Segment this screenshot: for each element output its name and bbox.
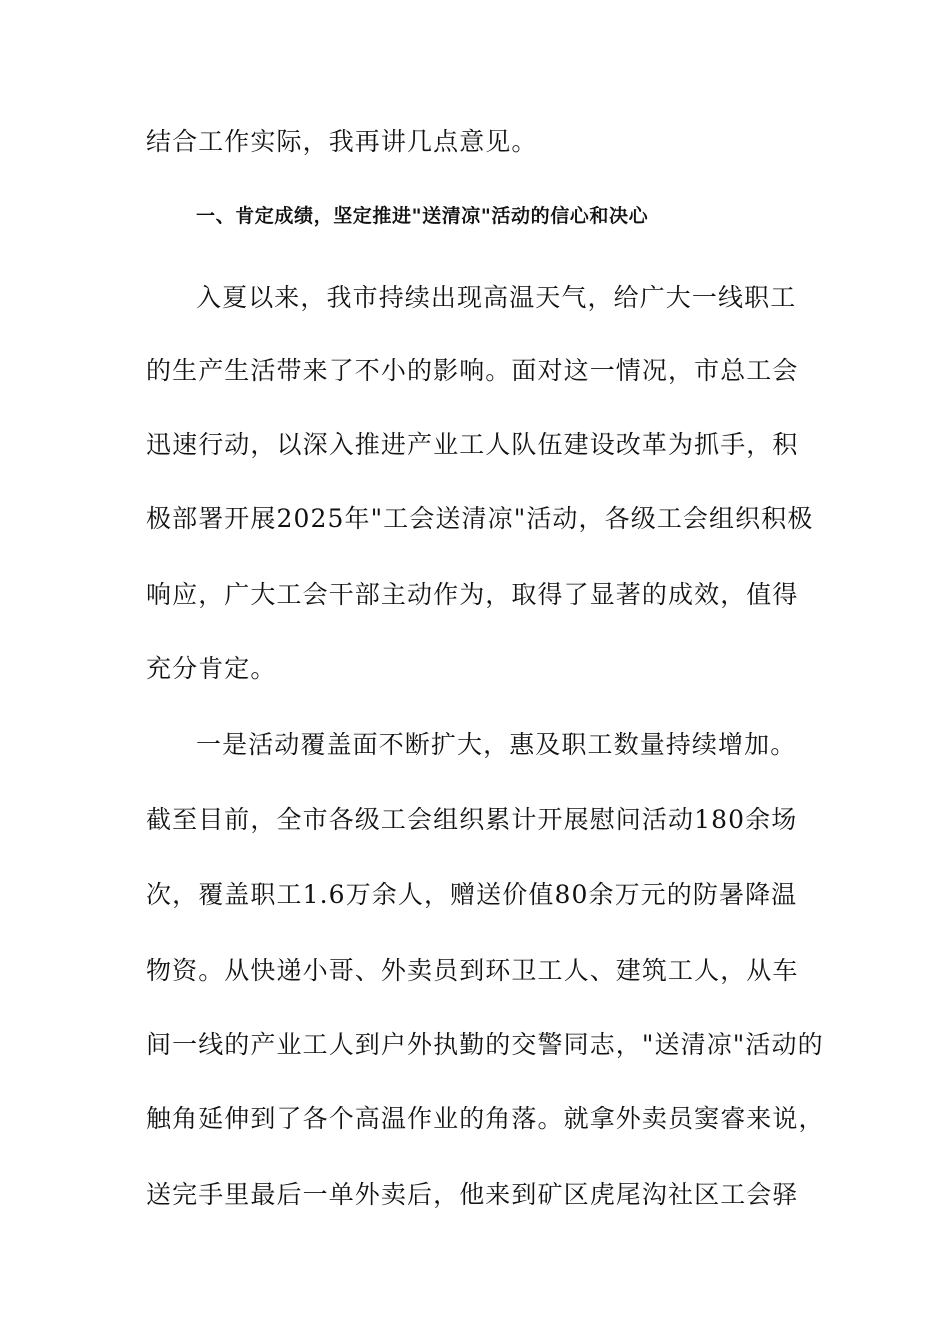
paragraph-1-line-2: 的生产生活带来了不小的影响。面对这一情况，市总工会 — [146, 356, 799, 385]
paragraph-1-line-3: 迅速行动，以深入推进产业工人队伍建设改革为抓手，积 — [146, 430, 799, 459]
paragraph-2-line-1: 一是活动覆盖面不断扩大，惠及职工数量持续增加。 — [196, 730, 797, 759]
paragraph-1-line-5: 响应，广大工会干部主动作为，取得了显著的成效，值得 — [146, 580, 799, 609]
paragraph-2-line-5: 间一线的产业工人到户外执勤的交警同志，"送清凉"活动的 — [146, 1030, 824, 1059]
section-heading: 一、肯定成绩，坚定推进"送清凉"活动的信心和决心 — [196, 205, 649, 227]
paragraph-2-line-2: 截至目前，全市各级工会组织累计开展慰问活动180余场 — [146, 805, 798, 834]
paragraph-1-line-1: 入夏以来，我市持续出现高温天气，给广大一线职工 — [196, 283, 797, 312]
intro-line: 结合工作实际，我再讲几点意见。 — [146, 127, 538, 156]
paragraph-1-line-4: 极部署开展2025年"工会送清凉"活动，各级工会组织积极 — [146, 504, 814, 533]
paragraph-2-line-4: 物资。从快递小哥、外卖员到环卫工人、建筑工人，从车 — [146, 956, 799, 985]
paragraph-2-line-3: 次，覆盖职工1.6万余人，赠送价值80余万元的防暑降温 — [146, 880, 798, 909]
paragraph-2-line-7: 送完手里最后一单外卖后，他来到矿区虎尾沟社区工会驿 — [146, 1180, 799, 1209]
paragraph-2-line-6: 触角延伸到了各个高温作业的角落。就拿外卖员窦睿来说， — [146, 1104, 825, 1133]
paragraph-1-line-6: 充分肯定。 — [146, 654, 277, 683]
